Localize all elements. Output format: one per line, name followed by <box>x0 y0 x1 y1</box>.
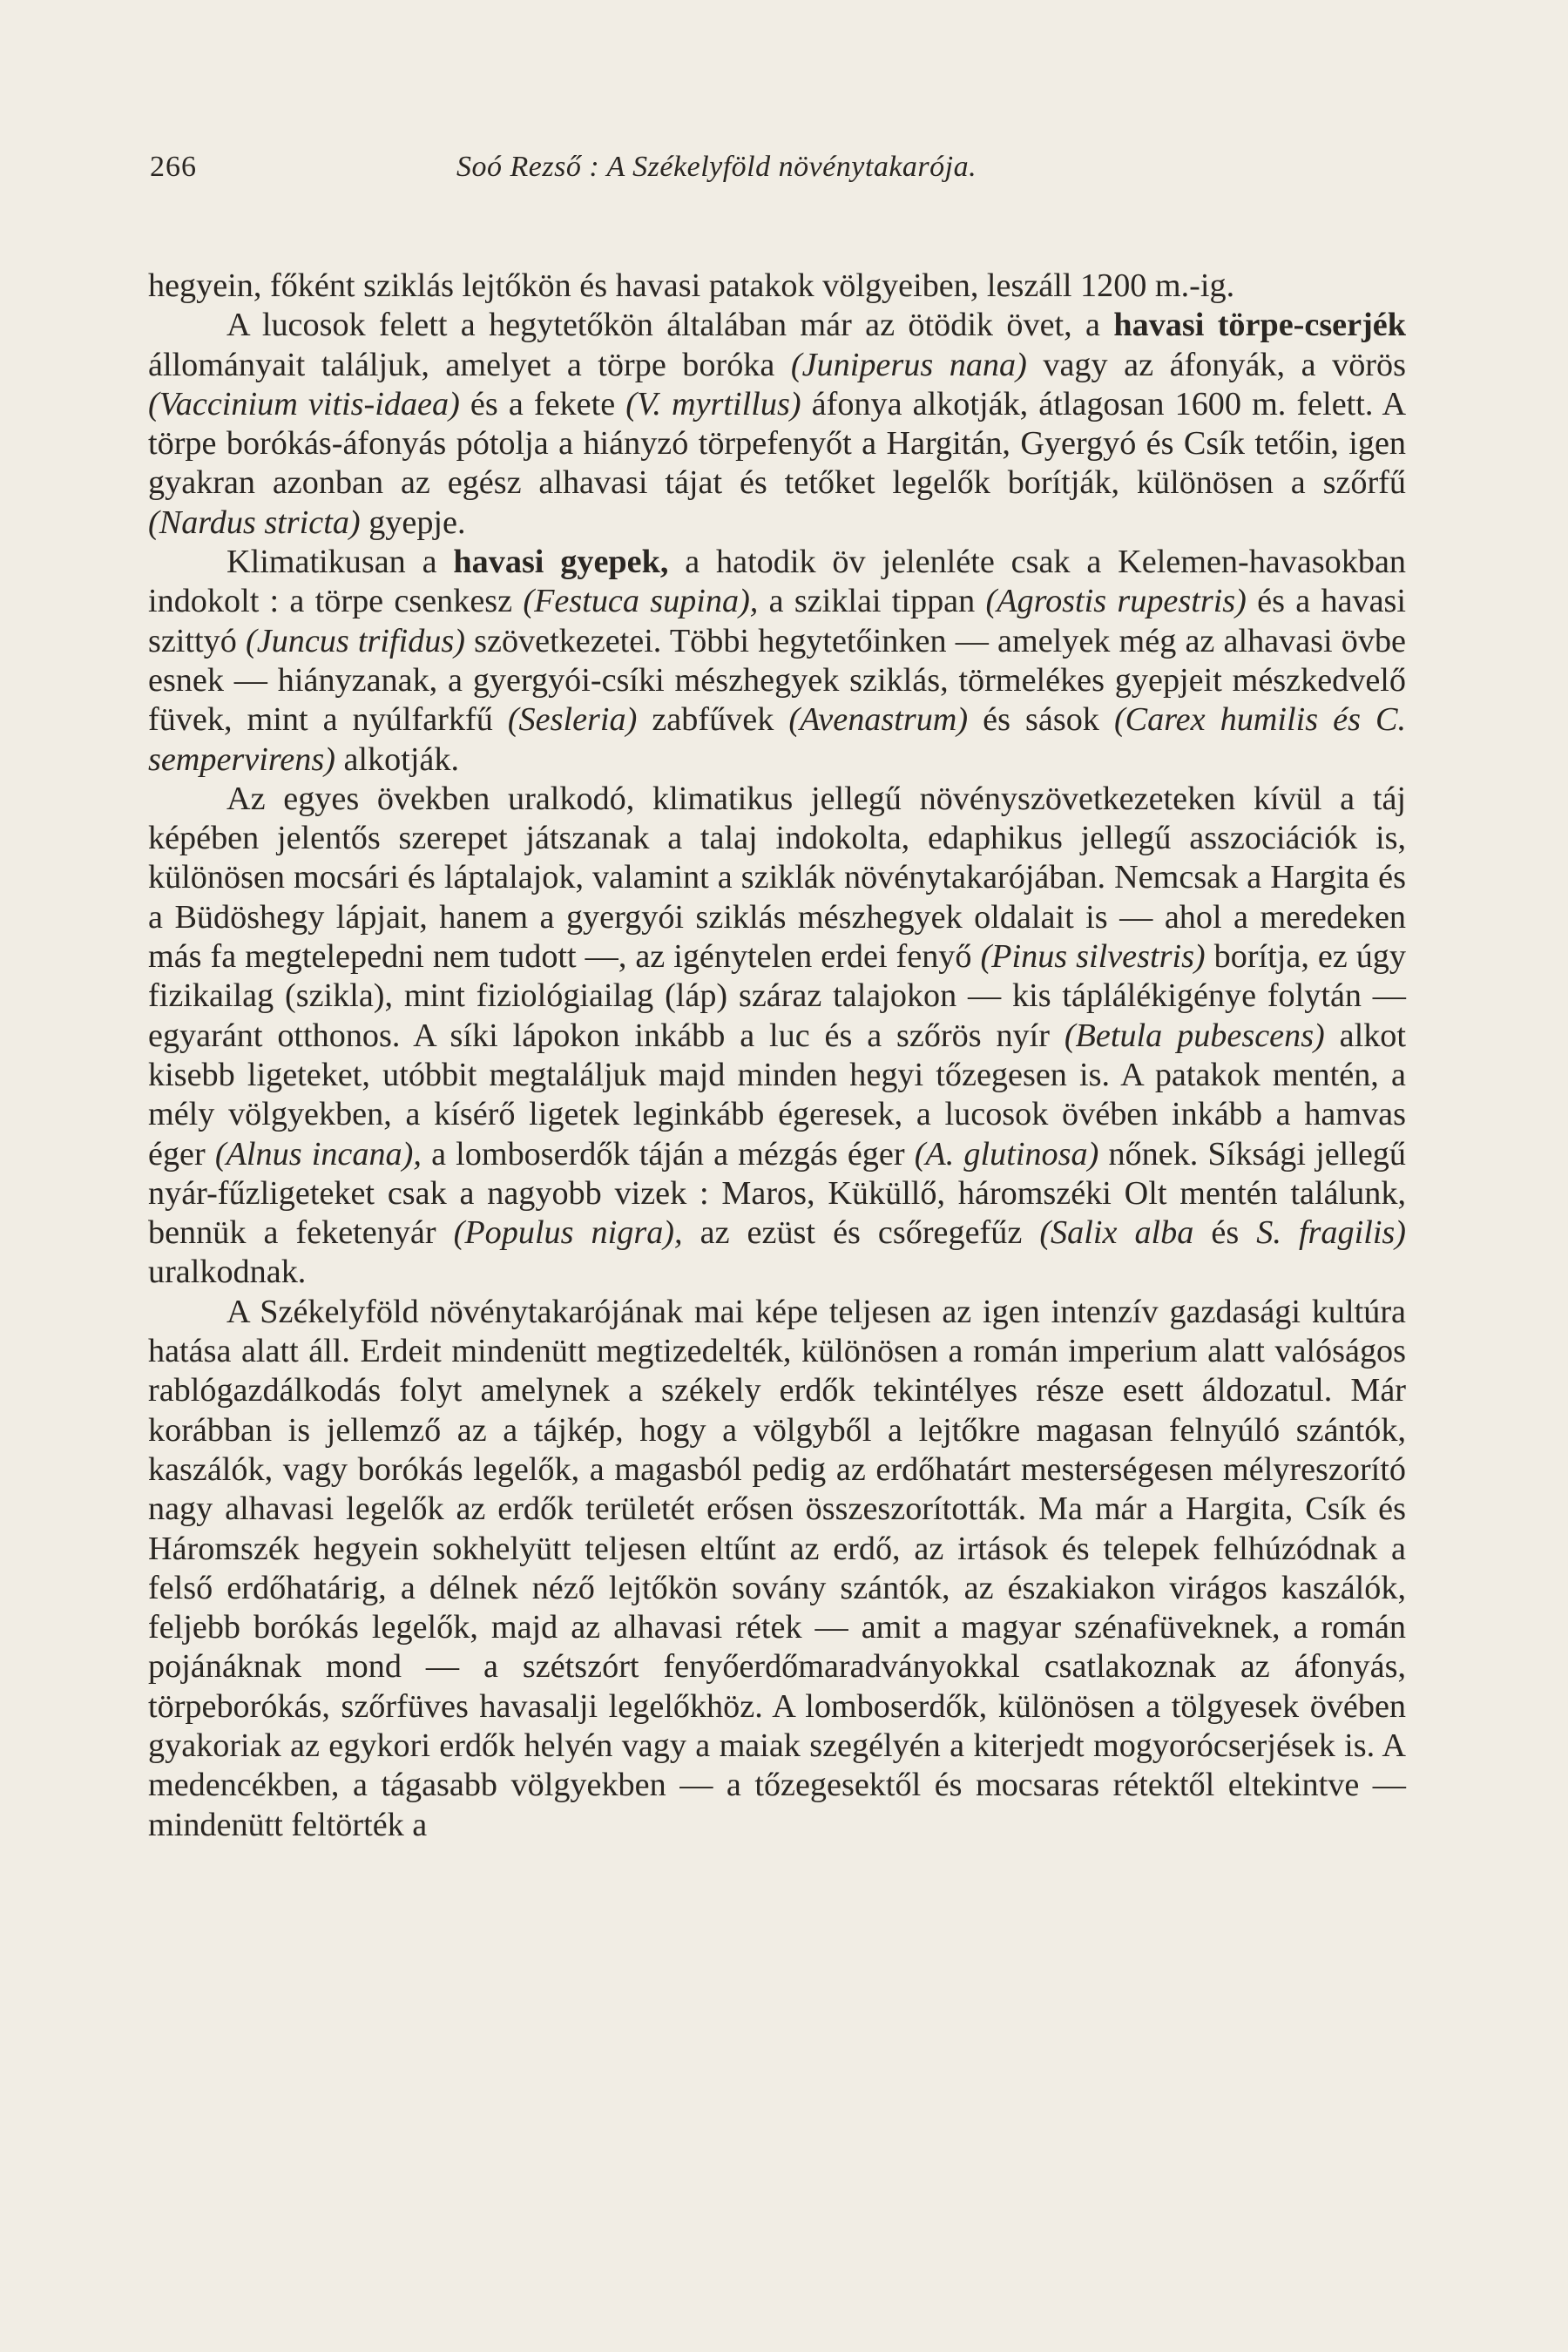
text-run: és a havasi szittyó <box>148 583 1406 659</box>
latin-name: (Avenastrum) <box>788 701 969 739</box>
latin-name: (Pinus silvestris) <box>980 938 1206 976</box>
text-run: uralkodnak. <box>148 1254 307 1291</box>
text-run: az ezüst és csőregefűz <box>682 1214 1040 1252</box>
text-run: és <box>1193 1214 1257 1252</box>
bold-term: havasi törpe-cserjék <box>1113 307 1406 344</box>
latin-name: (Juniperus nana) <box>790 346 1027 383</box>
latin-name: (Betula pubescens) <box>1064 1017 1325 1054</box>
text-run: a lomboserdők táján a mézgás éger <box>421 1135 915 1173</box>
text-run: gyepje. <box>360 504 466 541</box>
running-title: Soó Rezső : A Székelyföld növénytakarója. <box>456 151 977 183</box>
page-number: 266 <box>150 151 197 183</box>
latin-name: (A. glutinosa) <box>914 1135 1099 1173</box>
text-run: a hatodik öv jelenléte csak a Kelemen-havasokban indokolt : a törpe csenkesz <box>148 544 1406 620</box>
latin-name: (Alnus incana), <box>214 1135 422 1173</box>
text-run: alkot kisebb ligeteket, utóbbit megtaláljuk majd minden hegyi tőzegesen is. A patakok mentén, a mély völgyekben, a kísérő ligetek leginkább égeresek, a lucosok övében inkább a hamvas éger <box>148 1017 1406 1173</box>
text-run: áfonya alkotják, átlagosan 1600 m. felett. A törpe borókás-áfonyás pótolja a hiányzó törpefenyőt a Hargitán, Gyergyó és Csík tetőin, igen gyakran azonban az egész alhavasi tájat és tetőket legelők borítják, különösen a szőrfű <box>148 385 1407 502</box>
latin-name: (Populus nigra), <box>453 1214 683 1252</box>
text-run: a sziklai tippan <box>758 583 986 620</box>
text-run: A lucosok felett a hegytetőkön általában már az ötödik övet, a <box>226 307 1114 344</box>
latin-name: (V. myrtillus) <box>625 385 801 422</box>
latin-name: (Sesleria) <box>507 701 638 739</box>
text-run: szövetkezetei. Többi hegytetőinken — amelyek még az alhavasi övbe esnek — hiányzanak, a gyergyói-csíki mészhegyek sziklás, törmelékes gyepjeit mészkedvelő füvek, mint a nyúlfarkfű <box>148 622 1407 739</box>
running-head <box>150 146 1404 188</box>
latin-name: (Agrostis rupestris) <box>985 583 1247 620</box>
text-run: A Székelyföld növénytakarójának mai képe teljesen az igen intenzív gazdasági kultúra hatása alatt áll. Erdeit mindenütt megtizedelték, különösen a román imperium alatt valóságos rablógazdálkodás folyt amelynek a székely erdők tekintélyes része esett áldozatul. Már korábban is jellemző az a tájkép, hogy a völgyből a lejtőkre magasan felnyúló szántók, kaszálók, vagy borókás legelők, a magasból pedig az erdőhatárt mesterségesen mélyreszorító nagy alhavasi legelők az erdők területét erősen összeszorították. Ma már a Hargita, Csík és Háromszék hegyein sokhelyütt teljesen eltűnt az erdő, az irtások és telepek felhúzódnak a felső erdőhatárig, a délnek néző lejtőkön sovány szántók, az északiakon virágos kaszálók, feljebb borókás legelők, majd az alhavasi rétek — amit a magyar szénafüveknek, a román pojánáknak mond — a szétszórt fenyőerdőmaradványokkal csatlakoznak az áfonyás, törpeborókás, szőrfüves havasalji legelőkhöz. A lomboserdők, különösen a tölgyesek övében gyakoriak az egykori erdők helyén vagy a maiak szegélyén a kiterjedt mogyorócserjések is. A medencékben, a tágasabb völgyekben — a tőzegesektől és mocsaras rétektől eltekintve — mindenütt feltörték a <box>148 1293 1406 1843</box>
paragraph <box>148 543 1406 780</box>
bold-term: havasi gyepek, <box>453 544 669 581</box>
paragraph <box>148 780 1406 1293</box>
latin-name: (Vaccinium vitis-idaea) <box>148 385 460 422</box>
latin-name: (Festuca supina), <box>523 583 759 620</box>
latin-name: S. fragilis) <box>1256 1214 1407 1252</box>
latin-name: (Nardus stricta) <box>148 504 361 541</box>
text-run: zabfűvek <box>637 701 789 739</box>
text-run: és a fekete <box>459 385 626 422</box>
paragraph <box>148 1293 1406 1845</box>
latin-name: (Salix alba <box>1039 1214 1194 1252</box>
text-run: borítja, ez úgy fizikailag (szikla), mint fiziológiailag (láp) száraz talajokon — kis táplálékigénye folytán — egyaránt otthonos. A síki lápokon inkább a luc és a szőrös nyír <box>148 938 1406 1054</box>
text-run: állományait találjuk, amelyet a törpe boróka <box>148 346 791 383</box>
paragraph <box>148 306 1406 543</box>
latin-name: (Carex humilis és C. sempervirens) <box>148 701 1406 778</box>
body-text <box>148 267 1406 1845</box>
text-run: Az egyes övekben uralkodó, klimatikus jellegű növényszövetkezeteken kívül a táj képében jelentős szerepet játszanak a talaj indokolta, edaphikus jellegű asszociációk is, különösen mocsári és láptalajok, valamint a sziklák növénytakarójában. Nemcsak a Hargita és a Büdöshegy lápjait, hanem a gyergyói sziklás mészhegyek oldalait is — ahol a meredeken más fa megtelepedni nem tudott —, az igénytelen erdei fenyő <box>148 780 1406 976</box>
text-run: Klimatikusan a <box>226 544 454 581</box>
latin-name: (Juncus trifidus) <box>246 622 465 659</box>
text-run: és sások <box>968 701 1114 739</box>
text-run: hegyein, főként sziklás lejtőkön és havasi patakok völgyeiben, leszáll 1200 m.-ig. <box>148 267 1235 304</box>
text-run: vagy az áfonyák, a vörös <box>1026 346 1406 383</box>
paragraph <box>148 267 1406 306</box>
text-run: nőnek. Síksági jellegű nyár-fűzligeteket csak a nagyobb vizek : Maros, Küküllő, háromszéki Olt mentén találunk, bennük a feketenyár <box>148 1135 1406 1252</box>
text-run: alkotják. <box>335 740 460 778</box>
